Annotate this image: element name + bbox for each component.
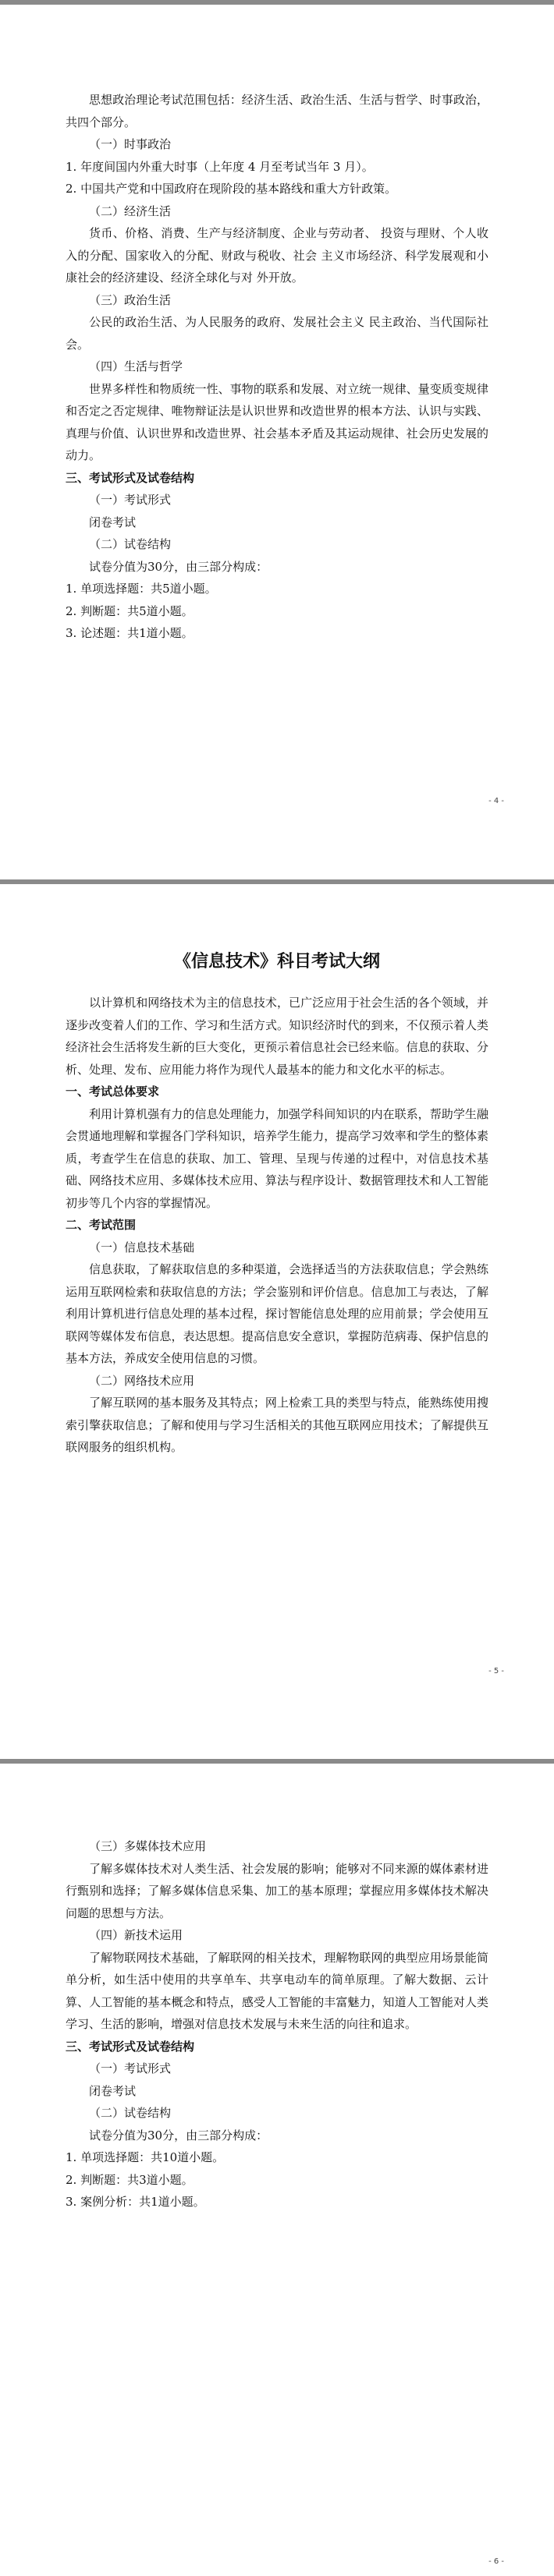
section-subheading: （四）新技术运用 xyxy=(89,1928,183,1942)
section-subheading: （二）经济生活 xyxy=(89,203,172,218)
list-item: 3. 论述题：共1道小题。 xyxy=(66,626,194,640)
section-subheading: （二）试卷结构 xyxy=(89,537,172,551)
document-title: 《信息技术》科目考试大纲 xyxy=(173,951,380,971)
section-subheading: （二）网络技术应用 xyxy=(89,1373,195,1388)
section-subheading: （四）生活与哲学 xyxy=(89,359,183,373)
paragraph: 试卷分值为30分，由三部分构成： xyxy=(89,2128,268,2143)
list-item: 2. 中国共产党和中国政府在现阶段的基本路线和重大方针政策。 xyxy=(66,182,397,196)
section-subheading: （一）信息技术基础 xyxy=(89,1240,195,1254)
paragraph: 了解互联网的基本服务及其特点；网上检索工具的类型与特点，能熟练使用搜索引擎获取信息；了解和使用与学习生活相关的其他互联网应用技术；了解提供互联网服务的组织机构。 xyxy=(66,1396,488,1454)
paragraph: 以计算机和网络技术为主的信息技术，已广泛应用于社会生活的各个领域，并逐步改变着人们的工作、学习和生活方式。知识经济时代的到来，不仅预示着人类经济社会生活将发生新的巨大变化，更预示着信息社会已经来临。信息的获取、分析、处理、发布、应用能力将作为现代人最基本的能力和文化水平的标志。 xyxy=(66,996,488,1077)
list-item: 1. 单项选择题：共10道小题。 xyxy=(66,2150,225,2164)
page-number: - 6 - xyxy=(488,2557,504,2566)
list-item: 3. 案例分析：共1道小题。 xyxy=(66,2195,205,2209)
list-item: 1. 单项选择题：共5道小题。 xyxy=(66,582,217,596)
paragraph: 信息获取，了解获取信息的多种渠道，会选择适当的方法获取信息；学会熟练运用互联网检索和获取信息的方法；学会鉴别和评价信息。信息加工与表达，了解利用计算机进行信息处理的基本过程，探讨智能信息处理的应用前景；学会使用互联网等媒体发布信息，表达思想。提高信息安全意识，掌握防范病毒、保护信息的基本方法，养成安全使用信息的习惯。 xyxy=(66,1262,488,1365)
document-page-6 xyxy=(0,1764,554,2576)
section-heading: 二、考试范围 xyxy=(66,1218,137,1232)
section-subheading: （一）考试形式 xyxy=(89,493,172,507)
page-number: - 5 - xyxy=(488,1667,504,1675)
list-item: 2. 判断题：共3道小题。 xyxy=(66,2172,194,2187)
paragraph: 了解物联网技术基础，了解联网的相关技术，理解物联网的典型应用场景能简单分析，如生活中使用的共享单车、共享电动车的简单原理。了解大数据、云计算、人工智能的基本概念和特点，感受人工智能的丰富魅力，知道人工智能对人类学习、生活的影响，增强对信息技术发展与未来生活的向往和追求。 xyxy=(66,1950,488,2031)
document-page-4 xyxy=(0,5,554,879)
section-heading: 一、考试总体要求 xyxy=(66,1085,160,1099)
section-subheading: （一）考试形式 xyxy=(89,2061,172,2075)
paragraph: 利用计算机强有力的信息处理能力，加强学科间知识的内在联系，帮助学生融会贯通地理解和掌握各门学科知识，培养学生能力，提高学习效率和学生的整体素质，考查学生在信息的获取、加工、管理、呈现与传递的过程中，对信息技术基础、网络技术应用、多媒体技术应用、算法与程序设计、数据管理技术和人工智能初步等几个内容的掌握情况。 xyxy=(66,1106,488,1210)
page-number: - 4 - xyxy=(488,797,504,805)
section-subheading: （一）时事政治 xyxy=(89,137,172,151)
section-subheading: （二）试卷结构 xyxy=(89,2106,172,2120)
paragraph: 闭卷考试 xyxy=(89,515,137,529)
list-item: 2. 判断题：共5道小题。 xyxy=(66,603,194,618)
paragraph: 公民的政治生活、为人民服务的政府、发展社会主义 民主政治、当代国际社会。 xyxy=(66,315,488,352)
paragraph: 了解多媒体技术对人类生活、社会发展的影响；能够对不同来源的媒体素材进行甄别和选择；了解多媒体信息采集、加工的基本原理；掌握应用多媒体技术解决问题的思想与方法。 xyxy=(66,1861,488,1920)
page-content xyxy=(66,89,488,645)
paragraph: 试卷分值为30分，由三部分构成： xyxy=(89,559,268,574)
section-heading: 三、考试形式及试卷结构 xyxy=(66,470,195,485)
paragraph: 货币、价格、消费、生产与经济制度、企业与劳动者、 投资与理财、个人收入的分配、国家收入的分配、财政与税收、社会 主义市场经济、科学发展观和小康社会的经济建设、经济全球化与对 外开放。 xyxy=(66,226,488,285)
list-item: 1. 年度间国内外重大时事（上年度 4 月至考试当年 3 月）。 xyxy=(66,159,374,174)
page-content xyxy=(66,948,488,1459)
page-content xyxy=(66,1835,488,2213)
paragraph: 思想政治理论考试范围包括：经济生活、政治生活、生活与哲学、时事政治，共四个部分。 xyxy=(66,93,488,129)
paragraph: 闭卷考试 xyxy=(89,2083,137,2098)
paragraph: 世界多样性和物质统一性、事物的联系和发展、对立统一规律、量变质变规律和否定之否定规律、唯物辩证法是认识世界和改造世界的根本方法、认识与实践、真理与价值、认识世界和改造世界、社会基本矛盾及其运动规律、社会历史发展的动力。 xyxy=(66,381,488,462)
section-subheading: （三）多媒体技术应用 xyxy=(89,1839,207,1853)
document-page-5 xyxy=(0,884,554,1759)
section-heading: 三、考试形式及试卷结构 xyxy=(66,2039,195,2054)
section-subheading: （三）政治生活 xyxy=(89,292,172,307)
